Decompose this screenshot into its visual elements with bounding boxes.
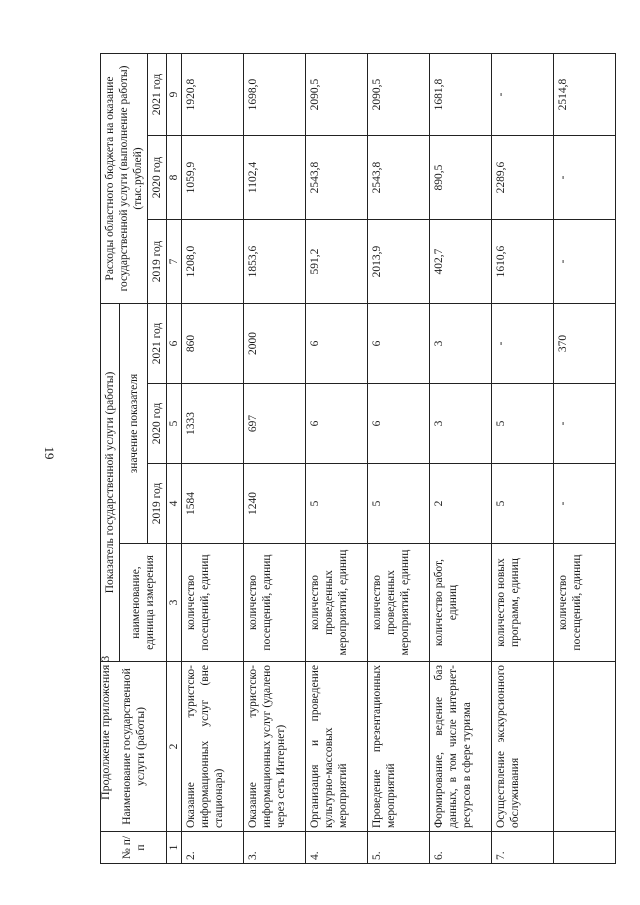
indicator-name: количество проведенных мероприятий, единиц [306,544,368,662]
service-name: Оказание туристско-информационных услуг (удалено через сеть Интернет) [244,662,306,832]
budget-2020: 2543,8 [306,136,368,220]
row-num: 4. [306,832,368,864]
row-num: 5. [368,832,430,864]
indicator-value-2021: 6 [368,304,430,384]
column-index: 3 [167,544,182,662]
header-year: 2019 год [148,464,167,544]
row-num: 7. [492,832,554,864]
indicator-value-2021: 370 [554,304,616,384]
table-row [492,54,554,864]
service-name [554,662,616,832]
column-index-row [167,54,182,864]
budget-2020: 1059,9 [182,136,244,220]
row-num: 2. [182,832,244,864]
header-year: 2019 год [148,220,167,304]
header-year: 2020 год [148,136,167,220]
header-indicator-values: значение показателя [120,304,148,544]
indicator-value-2019: 5 [492,464,554,544]
budget-2019: 591,2 [306,220,368,304]
table-row [244,54,306,864]
row-num: 3. [244,832,306,864]
header-indicator-group: Показатель государственной услуги (работы) [101,304,120,662]
budget-2020: 2289,6 [492,136,554,220]
indicator-value-2020: 6 [368,384,430,464]
budget-2019: - [554,220,616,304]
budget-2020: - [554,136,616,220]
table-row [554,54,616,864]
budget-2019: 1610,6 [492,220,554,304]
indicator-value-2020: 697 [244,384,306,464]
budget-2019: 2013,9 [368,220,430,304]
budget-2020: 2543,8 [368,136,430,220]
indicator-value-2021: 2000 [244,304,306,384]
table-row [306,54,368,864]
indicator-name: количество посещений, единиц [244,544,306,662]
rotated-table-container [100,54,625,864]
indicator-value-2019: 5 [306,464,368,544]
header-year: 2021 год [148,304,167,384]
column-index: 7 [167,220,182,304]
header-indicator-name: наименование, единица измерения [120,544,167,662]
column-index: 1 [167,832,182,864]
service-name: Проведение презентационных мероприятий [368,662,430,832]
header-year: 2021 год [148,54,167,136]
service-name: Организация и проведение культурно-массовых мероприятий [306,662,368,832]
indicator-value-2019: 1584 [182,464,244,544]
header-num: № п/п [101,832,167,864]
indicator-name: количество проведенных мероприятий, единиц [368,544,430,662]
table-row [182,54,244,864]
indicator-value-2020: 6 [306,384,368,464]
column-index: 6 [167,304,182,384]
indicator-value-2020: - [554,384,616,464]
budget-2021: 1920,8 [182,54,244,136]
indicator-value-2020: 1333 [182,384,244,464]
service-name: Оказание туристско-информационных услуг (вне стационара) [182,662,244,832]
indicator-value-2019: 1240 [244,464,306,544]
indicator-value-2019: 2 [430,464,492,544]
indicator-value-2019: 5 [368,464,430,544]
column-index: 5 [167,384,182,464]
budget-2019: 1208,0 [182,220,244,304]
indicator-name: количество посещений, единиц [554,544,616,662]
service-name: Осуществление экскурсионного обслуживания [492,662,554,832]
header-service-name: Наименование государственной услуги (работы) [101,662,167,832]
budget-2021: 2090,5 [368,54,430,136]
budget-2021: 1698,0 [244,54,306,136]
budget-2021: 1681,8 [430,54,492,136]
indicator-value-2021: 3 [430,304,492,384]
indicator-value-2021: - [492,304,554,384]
table-row [368,54,430,864]
appendix-note: Продолжение приложения 3 [98,655,112,800]
indicator-value-2021: 860 [182,304,244,384]
column-index: 9 [167,54,182,136]
indicator-value-2021: 6 [306,304,368,384]
row-num [554,832,616,864]
services-table [100,53,616,864]
indicator-value-2020: 3 [430,384,492,464]
budget-2021: 2090,5 [306,54,368,136]
column-index: 8 [167,136,182,220]
header-budget-group: Расходы областного бюджета на оказание государственной услуги (выполнение работы) (тыс.рублей) [101,54,148,304]
page-number: 19 [42,446,57,460]
budget-2019: 402,7 [430,220,492,304]
indicator-name: количество работ, единиц [430,544,492,662]
table-row [430,54,492,864]
column-index: 4 [167,464,182,544]
column-index: 2 [167,662,182,832]
row-num: 6. [430,832,492,864]
budget-2019: 1853,6 [244,220,306,304]
budget-2020: 890,5 [430,136,492,220]
indicator-value-2019: - [554,464,616,544]
indicator-name: количество новых программ, единиц [492,544,554,662]
budget-2021: 2514,8 [554,54,616,136]
service-name: Формирование, ведение баз данных, в том числе интернет-ресурсов в сфере туризма [430,662,492,832]
indicator-name: количество посещений, единиц [182,544,244,662]
budget-2020: 1102,4 [244,136,306,220]
indicator-value-2020: 5 [492,384,554,464]
header-year: 2020 год [148,384,167,464]
budget-2021: - [492,54,554,136]
